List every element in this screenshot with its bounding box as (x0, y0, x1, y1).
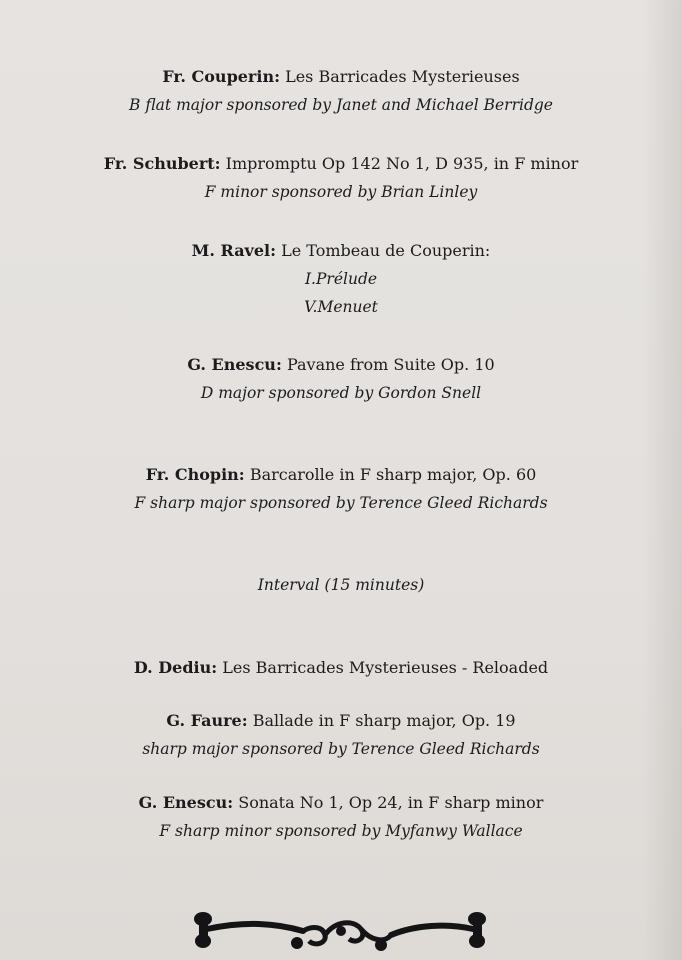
sponsor-line: B flat major sponsored by Janet and Michael Berridge (129, 96, 553, 114)
movement-line: V.Menuet (304, 298, 378, 316)
sponsor-line: D major sponsored by Gordon Snell (200, 384, 482, 402)
programme-entry (0, 351, 682, 407)
sponsor-line: F minor sponsored by Brian Linley (204, 183, 478, 201)
work-title: Impromptu Op 142 No 1, D 935, in F minor (225, 154, 579, 173)
composer-name: G. Enescu: (187, 355, 282, 374)
sponsor-line: F sharp major sponsored by Terence Gleed Richards (134, 494, 548, 512)
work-title: Les Barricades Mysterieuses - Reloaded (222, 658, 549, 677)
programme-entry (0, 461, 682, 517)
composer-name: G. Enescu: (138, 793, 234, 812)
interval-text: Interval (15 minutes) (257, 576, 425, 594)
work-title: Les Barricades Mysterieuses (285, 67, 520, 86)
programme-entry (0, 654, 682, 682)
composer-name: G. Faure: (166, 711, 248, 730)
movement-line: I.Prélude (304, 270, 378, 288)
sponsor-line: sharp major sponsored by Terence Gleed Richards (142, 740, 540, 758)
programme-entry (0, 63, 682, 119)
programme-entry (0, 789, 682, 845)
work-title: Pavane from Suite Op. 10 (286, 355, 495, 374)
composer-name: Fr. Schubert: (103, 154, 221, 173)
scroll-flourish-icon (185, 905, 495, 960)
work-title: Le Tombeau de Couperin: (281, 241, 491, 260)
sponsor-line: F sharp minor sponsored by Myfanwy Wallace (159, 822, 523, 840)
work-title: Sonata No 1, Op 24, in F sharp minor (238, 793, 544, 812)
programme-entry (0, 150, 682, 206)
interval-note (0, 571, 682, 599)
work-title: Ballade in F sharp major, Op. 19 (252, 711, 516, 730)
composer-name: Fr. Couperin: (162, 67, 280, 86)
programme-entry (0, 707, 682, 763)
composer-name: M. Ravel: (191, 241, 277, 260)
programme-entry (0, 237, 682, 321)
work-title: Barcarolle in F sharp major, Op. 60 (249, 465, 537, 484)
composer-name: D. Dediu: (133, 658, 218, 677)
composer-name: Fr. Chopin: (145, 465, 245, 484)
